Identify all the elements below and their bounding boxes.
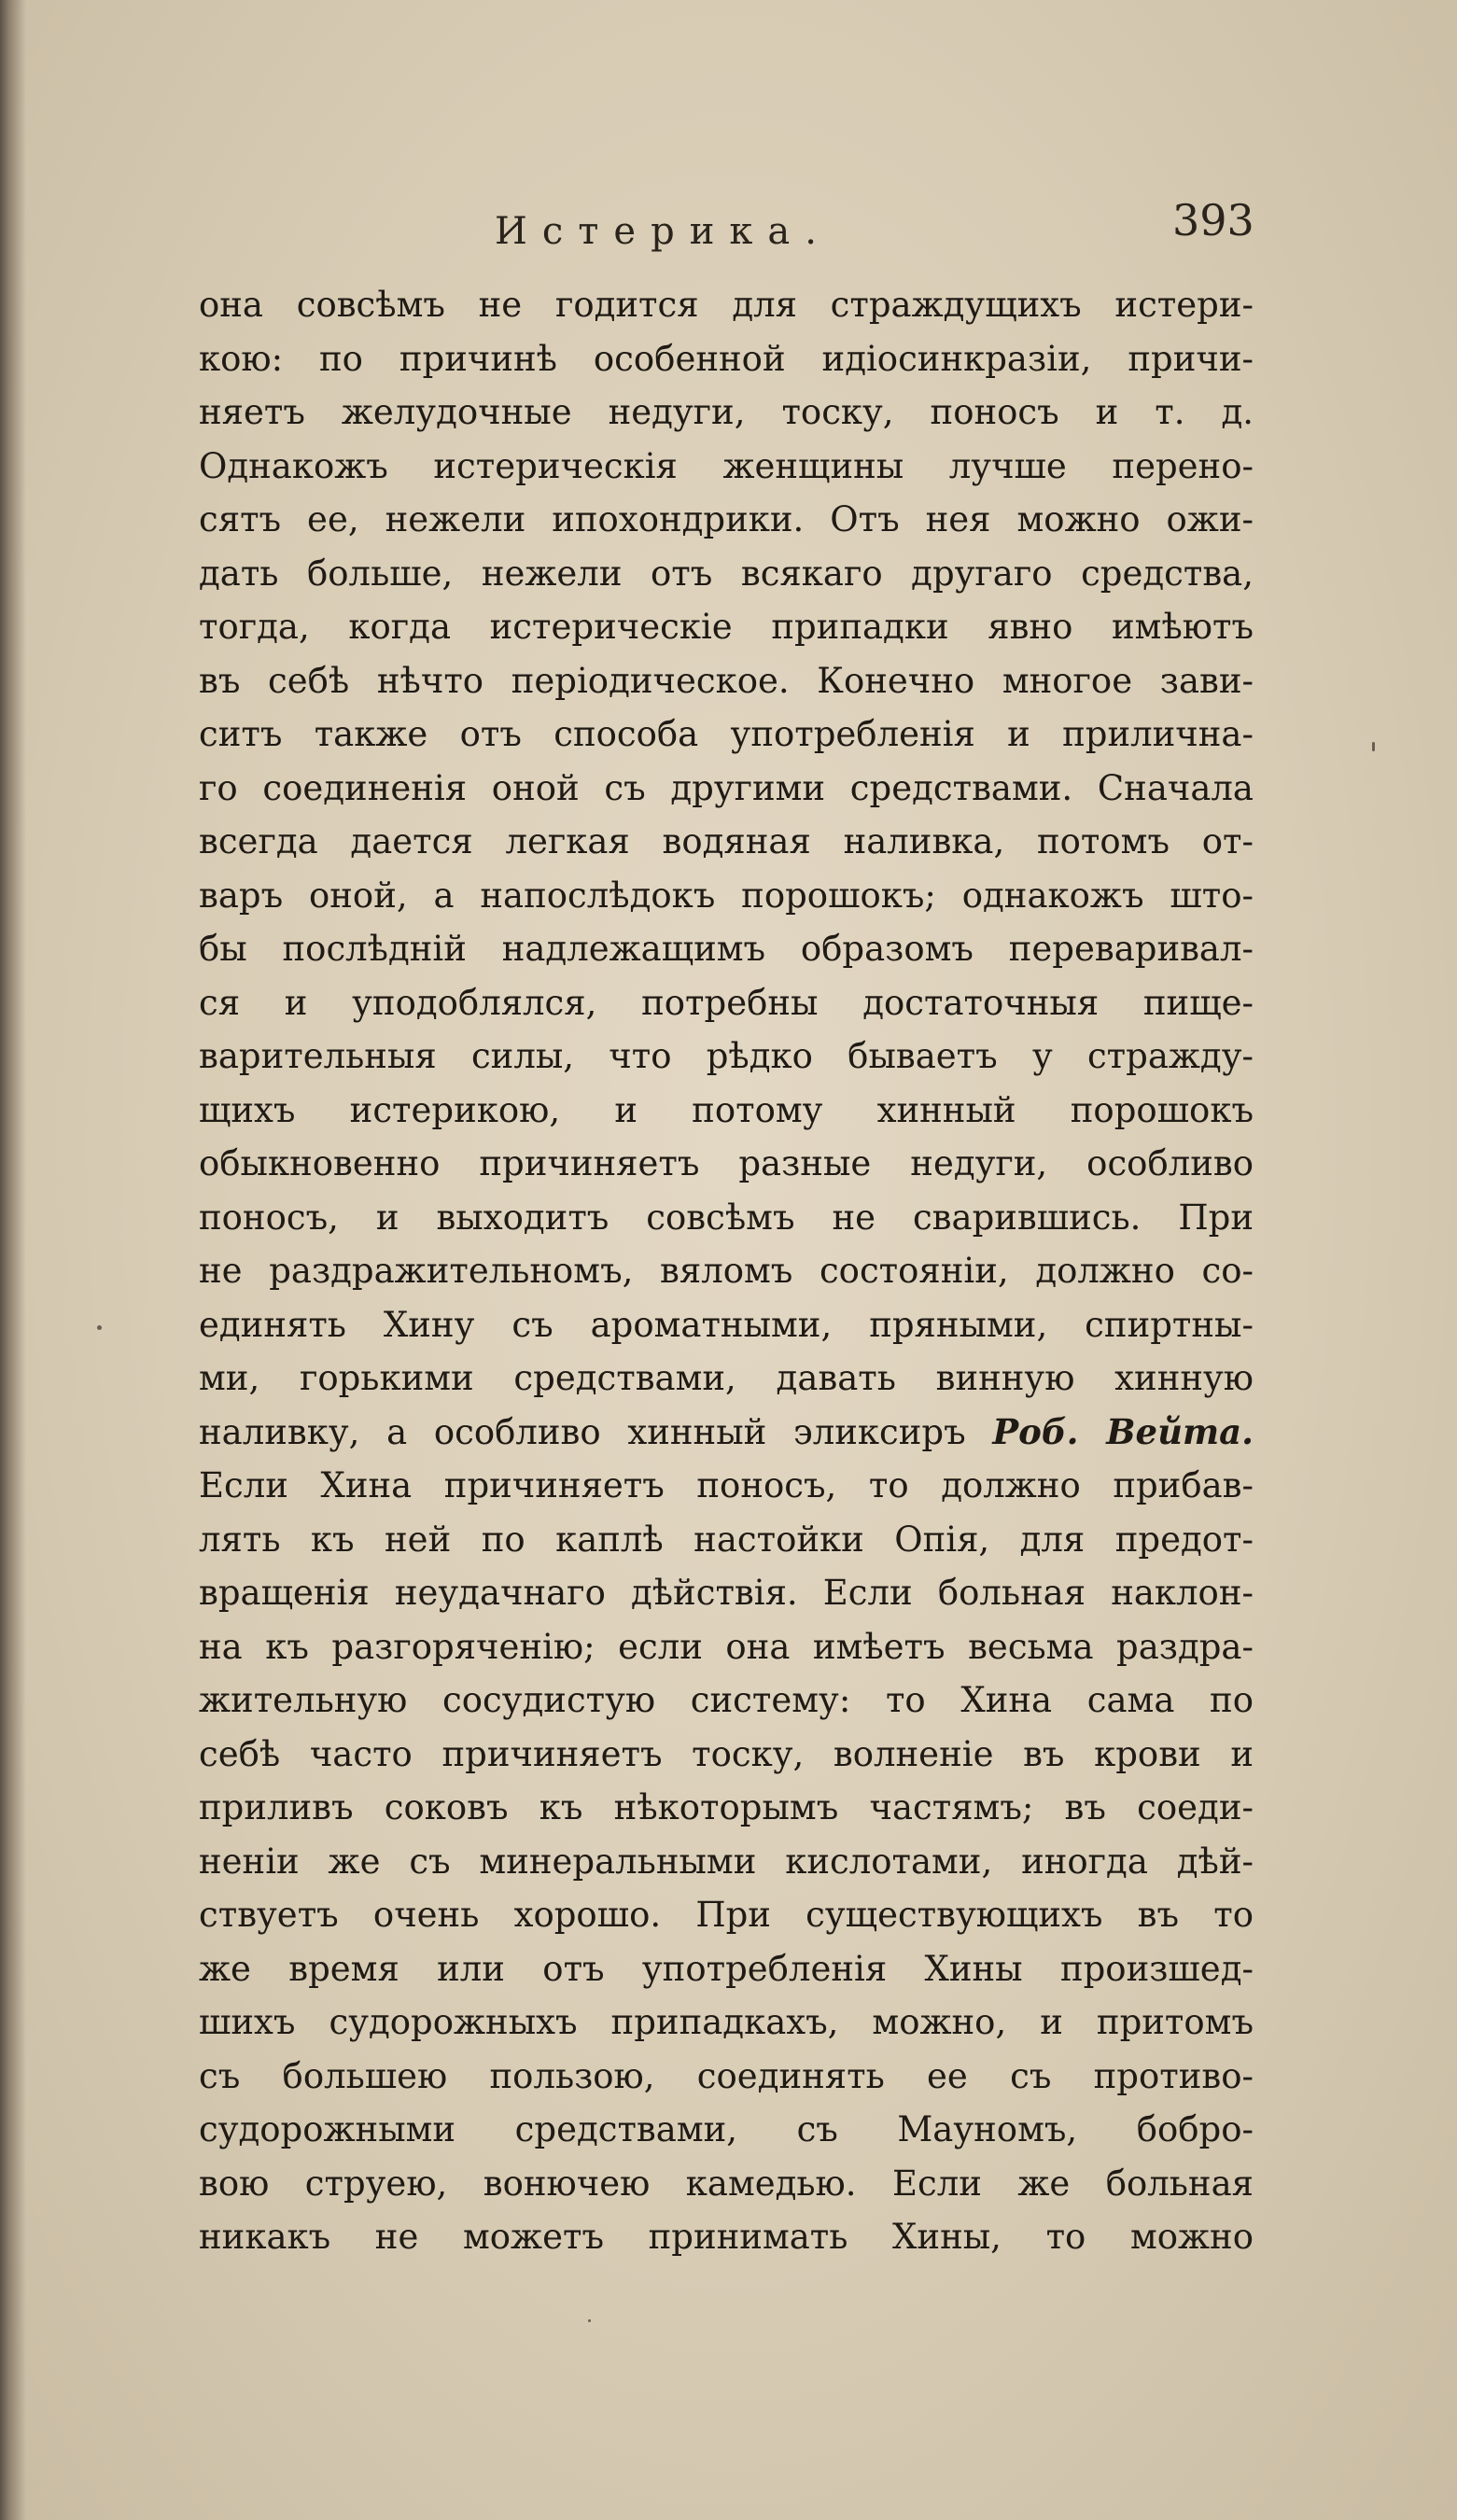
text-line: ми, горькими средствами, давать винную хинную xyxy=(199,1358,1254,1398)
text-line: себѣ часто причиняетъ тоску, волненіе въ крови и xyxy=(199,1733,1254,1774)
text-line: ся и уподоблялся, потребны достаточныя пище- xyxy=(199,982,1254,1023)
text-line: варъ оной, а напослѣдокъ порошокъ; однакожъ што- xyxy=(199,875,1254,916)
text-line: не раздражительномъ, вяломъ состояніи, должно со- xyxy=(199,1251,1254,1291)
text-line: всегда дается легкая водяная наливка, потомъ от- xyxy=(199,821,1254,861)
running-title: Истерика. xyxy=(495,210,832,253)
text-line: ствуетъ очень хорошо. При существующихъ въ то xyxy=(199,1895,1254,1935)
text-line: дать больше, нежели отъ всякаго другаго средства, xyxy=(199,553,1254,594)
paper-speck xyxy=(1372,742,1375,751)
text-line: варительныя силы, что рѣдко бываетъ у стражду- xyxy=(199,1036,1254,1076)
italic-name: Роб. Вейта. xyxy=(992,1410,1254,1452)
text-line: сятъ ее, нежели ипохондрики. Отъ нея можно ожи- xyxy=(199,499,1254,539)
text-line: наливку, а особливо хинный эликсиръ Роб. Вейта. xyxy=(199,1410,1254,1452)
text-line: вращенія неудачнаго дѣйствія. Если больная наклон- xyxy=(199,1573,1254,1613)
text-line: няетъ желудочные недуги, тоску, поносъ и т. д. xyxy=(199,392,1254,432)
text-line: Если Хина причиняетъ поносъ, то должно прибав- xyxy=(199,1465,1254,1505)
text-line: судорожными средствами, съ Мауномъ, бобро- xyxy=(199,2109,1254,2149)
text-line: жительную сосудистую систему: то Хина сама по xyxy=(199,1680,1254,1720)
text-line: ситъ также отъ способа употребленія и прилична- xyxy=(199,714,1254,754)
page-header xyxy=(0,195,1457,259)
paper-speck xyxy=(588,2319,591,2322)
text-line: бы послѣдній надлежащимъ образомъ переваривал- xyxy=(199,929,1254,969)
text-line: въ себѣ нѣчто періодическое. Конечно многое зави- xyxy=(199,660,1254,701)
text-line: никакъ не можетъ принимать Хины, то можно xyxy=(199,2217,1254,2257)
text-line: неніи же съ минеральными кислотами, иногда дѣй- xyxy=(199,1841,1254,1882)
text-line: тогда, когда истерическіе припадки явно имѣютъ xyxy=(199,607,1254,647)
text-line: поносъ, и выходитъ совсѣмъ не сварившись. При xyxy=(199,1197,1254,1238)
text-line: съ большею пользою, соединять ее съ противо- xyxy=(199,2055,1254,2096)
text-line: же время или отъ употребленія Хины произшед- xyxy=(199,1948,1254,1989)
text-line: она совсѣмъ не годится для страждущихъ истери- xyxy=(199,285,1254,325)
page-number: 393 xyxy=(1172,195,1254,245)
text-line: щихъ истерикою, и потому хинный порошокъ xyxy=(199,1089,1254,1130)
text-line: лять къ ней по каплѣ настойки Опія, для предот- xyxy=(199,1519,1254,1560)
text-line: на къ разгоряченію; если она имѣетъ весьма раздра- xyxy=(199,1626,1254,1667)
paper-speck xyxy=(97,1325,102,1330)
text-line: кою: по причинѣ особенной идіосинкразіи, причи- xyxy=(199,338,1254,379)
body-text xyxy=(199,278,1254,2264)
text-line: обыкновенно причиняетъ разные недуги, особливо xyxy=(199,1143,1254,1183)
binding-edge-shadow xyxy=(0,0,26,2520)
text-line: Однакожъ истерическія женщины лучше перено- xyxy=(199,445,1254,486)
text-line: шихъ судорожныхъ припадкахъ, можно, и притомъ xyxy=(199,2002,1254,2042)
text-line: единять Хину съ ароматными, пряными, спиртны- xyxy=(199,1304,1254,1345)
text-line: приливъ соковъ къ нѣкоторымъ частямъ; въ соеди- xyxy=(199,1787,1254,1827)
text-line: вою струею, вонючею камедью. Если же больная xyxy=(199,2163,1254,2204)
text-line: го соединенія оной съ другими средствами. Сначала xyxy=(199,767,1254,808)
